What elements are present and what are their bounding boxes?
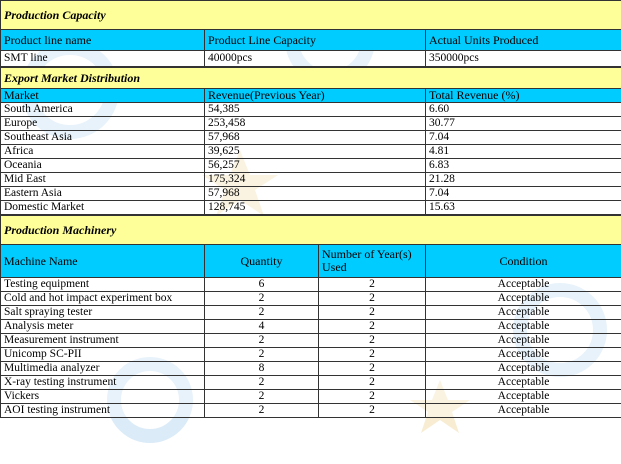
cell-percent: 15.63 xyxy=(426,201,621,215)
cell-machine: Testing equipment xyxy=(1,278,205,292)
cell-machine: X-ray testing instrument xyxy=(1,376,205,390)
cell-condition: Acceptable xyxy=(426,404,621,418)
cell-quantity: 2 xyxy=(205,306,319,320)
table-row xyxy=(1,362,621,376)
cell-years: 2 xyxy=(319,292,426,306)
cell-machine: Analysis meter xyxy=(1,320,205,334)
cell-machine: Salt spraying tester xyxy=(1,306,205,320)
table-row xyxy=(1,131,621,145)
header-product-line-capacity: Product Line Capacity xyxy=(205,30,426,51)
cell-quantity: 2 xyxy=(205,292,319,306)
cell-machine: Unicomp SC-PII xyxy=(1,348,205,362)
cell-condition: Acceptable xyxy=(426,348,621,362)
cell-quantity: 2 xyxy=(205,390,319,404)
header-actual-units: Actual Units Produced xyxy=(426,30,621,51)
table-row xyxy=(1,404,621,418)
cell-quantity: 2 xyxy=(205,376,319,390)
table-row xyxy=(1,292,621,306)
table-row xyxy=(1,173,621,187)
table-row xyxy=(1,145,621,159)
export-market-table xyxy=(0,67,621,215)
header-total-revenue: Total Revenue (%) xyxy=(426,89,621,103)
cell-market: Oceania xyxy=(1,159,205,173)
cell-condition: Acceptable xyxy=(426,306,621,320)
cell-condition: Acceptable xyxy=(426,320,621,334)
cell-revenue: 128,745 xyxy=(205,201,426,215)
table-row xyxy=(1,159,621,173)
cell-market: Mid East xyxy=(1,173,205,187)
cell-market: Southeast Asia xyxy=(1,131,205,145)
table-row xyxy=(1,320,621,334)
cell-market: Domestic Market xyxy=(1,201,205,215)
cell-percent: 6.83 xyxy=(426,159,621,173)
cell-percent: 4.81 xyxy=(426,145,621,159)
cell-quantity: 6 xyxy=(205,278,319,292)
cell-revenue: 57,968 xyxy=(205,187,426,201)
cell-years: 2 xyxy=(319,390,426,404)
table-row xyxy=(1,348,621,362)
table-row xyxy=(1,187,621,201)
cell-market: Eastern Asia xyxy=(1,187,205,201)
cell-machine: Multimedia analyzer xyxy=(1,362,205,376)
cell-quantity: 2 xyxy=(205,334,319,348)
cell-revenue: 39,625 xyxy=(205,145,426,159)
cell-percent: 7.04 xyxy=(426,187,621,201)
cell-years: 2 xyxy=(319,320,426,334)
cell-years: 2 xyxy=(319,306,426,320)
cell-market: Africa xyxy=(1,145,205,159)
cell-years: 2 xyxy=(319,404,426,418)
header-product-line-name: Product line name xyxy=(1,30,205,51)
table-row xyxy=(1,390,621,404)
cell-revenue: 175,324 xyxy=(205,173,426,187)
cell-years: 2 xyxy=(319,334,426,348)
cell-market: Europe xyxy=(1,117,205,131)
cell-market: South America xyxy=(1,103,205,117)
cell-condition: Acceptable xyxy=(426,376,621,390)
cell-percent: 30.77 xyxy=(426,117,621,131)
table-row xyxy=(1,334,621,348)
production-machinery-title: Production Machinery xyxy=(1,216,621,245)
table-row xyxy=(1,117,621,131)
header-machine-name: Machine Name xyxy=(1,245,205,278)
cell-quantity: 8 xyxy=(205,362,319,376)
cell-revenue: 56,257 xyxy=(205,159,426,173)
cell-quantity: 2 xyxy=(205,348,319,362)
header-market: Market xyxy=(1,89,205,103)
production-capacity-title: Production Capacity xyxy=(1,1,621,30)
cell-revenue: 54,385 xyxy=(205,103,426,117)
cell-quantity: 2 xyxy=(205,404,319,418)
header-quantity: Quantity xyxy=(205,245,319,278)
header-years-used: Number of Year(s) Used xyxy=(319,245,426,278)
cell-revenue: 57,968 xyxy=(205,131,426,145)
cell-machine: Measurement instrument xyxy=(1,334,205,348)
table-row xyxy=(1,103,621,117)
header-condition: Condition xyxy=(426,245,621,278)
cell-percent: 21.28 xyxy=(426,173,621,187)
export-market-title: Export Market Distribution xyxy=(1,68,621,89)
header-revenue: Revenue(Previous Year) xyxy=(205,89,426,103)
cell-condition: Acceptable xyxy=(426,362,621,376)
cell-condition: Acceptable xyxy=(426,278,621,292)
cell-condition: Acceptable xyxy=(426,292,621,306)
cell-years: 2 xyxy=(319,348,426,362)
table-row xyxy=(1,51,621,67)
cell-years: 2 xyxy=(319,278,426,292)
cell-machine: Vickers xyxy=(1,390,205,404)
cell-actual-units: 350000pcs xyxy=(426,51,621,67)
table-row xyxy=(1,306,621,320)
cell-capacity: 40000pcs xyxy=(205,51,426,67)
cell-percent: 6.60 xyxy=(426,103,621,117)
cell-years: 2 xyxy=(319,376,426,390)
cell-machine: AOI testing instrument xyxy=(1,404,205,418)
cell-percent: 7.04 xyxy=(426,131,621,145)
table-row xyxy=(1,201,621,215)
cell-machine: Cold and hot impact experiment box xyxy=(1,292,205,306)
cell-quantity: 4 xyxy=(205,320,319,334)
production-machinery-table xyxy=(0,215,621,418)
table-row xyxy=(1,376,621,390)
cell-revenue: 253,458 xyxy=(205,117,426,131)
production-capacity-table xyxy=(0,0,621,67)
cell-condition: Acceptable xyxy=(426,334,621,348)
cell-years: 2 xyxy=(319,362,426,376)
table-row xyxy=(1,278,621,292)
cell-condition: Acceptable xyxy=(426,390,621,404)
cell-line-name: SMT line xyxy=(1,51,205,67)
